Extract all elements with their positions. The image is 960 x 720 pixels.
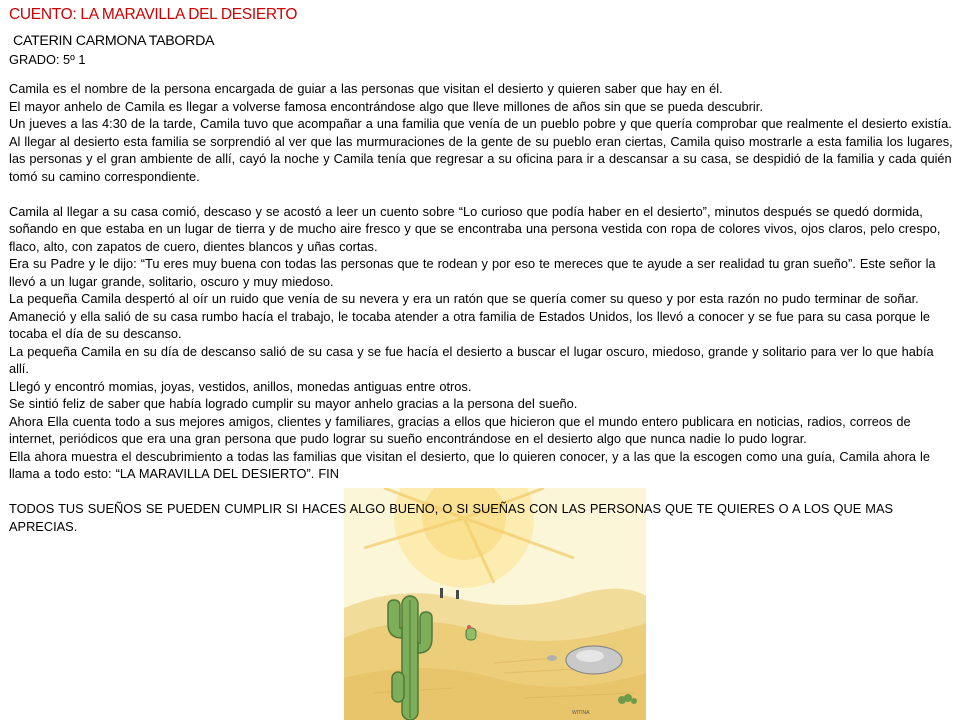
paragraph: La pequeña Camila despertó al oír un ruido que venía de su nevera y era un ratón que se quería comer su queso y por esta razón no pudo terminar de soñar. (9, 291, 919, 306)
paragraph: Camila es el nombre de la persona encargada de guiar a las personas que visitan el desierto y quieren saber que hay en él. (9, 81, 723, 96)
paragraph: Un jueves a las 4:30 de la tarde, Camila tuvo que acompañar a una familia que venía de un pueblo pobre y que quería comprobar que realmente el desierto existía. (9, 116, 952, 131)
paragraph: El mayor anhelo de Camila es llegar a volverse famosa encontrándose algo que lleve millones de años sin que se pueda descubrir. (9, 98, 763, 114)
closing-message: TODOS TUS SUEÑOS SE PUEDEN CUMPLIR SI HACES ALGO BUENO, O SI SUEÑAS CON LAS PERSONAS QUE TE QUIERES O A LOS QUE MAS APRECIAS. (9, 501, 894, 534)
author-name: CATERIN CARMONA TABORDA (13, 33, 215, 49)
paragraph: Amaneció y ella salió de su casa rumbo hacía el trabajo, le tocaba atender a otra familia de Estados Unidos, los llevó a conocer y se fue para su casa porque le tocaba el día de su descanso. (9, 308, 931, 341)
paragraph: Ahora Ella cuenta todo a sus mejores amigos, clientes y familiares, gracias a ellos que hicieron que el mundo entero publicara en noticias, radios, correos de internet, periódicos que era una gran persona que pudo lograr su sueño encontrándose en el desierto algo que nunca nadie lo pudo lograr. (9, 413, 911, 446)
paragraph: Era su Padre y le dijo: “Tu eres muy buena con todas las personas que te rodean y por eso te mereces que te ayude a ser realidad tu gran sueño”. Este señor la llevó a un lugar grande, solitario, oscuro y muy miedoso. (9, 256, 936, 289)
paragraph: Se sintió feliz de saber que había logrado cumplir su mayor anhelo gracias a la persona del sueño. (9, 396, 578, 411)
paragraph: Ella ahora muestra el descubrimiento a todas las familias que visitan el desierto, que lo quieren conocer, y a las que la escogen como una guía, Camila ahora le llama a todo esto: “LA MARAVILLA DEL DESIERTO”. FIN (9, 448, 930, 481)
story-body (9, 80, 953, 535)
paragraph: Al llegar al desierto esta familia se sorprendió al ver que las murmuraciones de la gente de su pueblo eran ciertas, Camila quiso mostrarle a esta familia los lugares, las personas y el gran ambiente de allí, cayó la noche y Camila tenía que regresar a su oficina para ir a descansar a su casa, se despidió de la familia y cada quién tomó su camino correspondiente. (9, 133, 953, 184)
grade-label: GRADO: 5º 1 (9, 52, 86, 67)
paragraph: Llegó y encontró momias, joyas, vestidos, anillos, monedas antiguas entre otros. (9, 378, 472, 394)
paragraph: Camila al llegar a su casa comió, descaso y se acostó a leer un cuento sobre “Lo curioso que podía haber en el desierto”, minutos después se quedó dormida, soñando en que estaba en un lugar de tierra y de mucho aire fresco y que se encontraba una persona vestida con ropa de colores vivos, ojos claros, pelo crespo, flaco, alto, con zapatos de cuero, dientes blancos y uñas cortas. (9, 203, 941, 254)
story-title: CUENTO: LA MARAVILLA DEL DESIERTO (9, 6, 298, 23)
svg-text:WITINA: WITINA (572, 710, 590, 716)
paragraph: La pequeña Camila en su día de descanso salió de su casa y se fue hacía el desierto a buscar el lugar oscuro, miedoso, grande y solitario para ver lo que había allí. (9, 343, 934, 376)
